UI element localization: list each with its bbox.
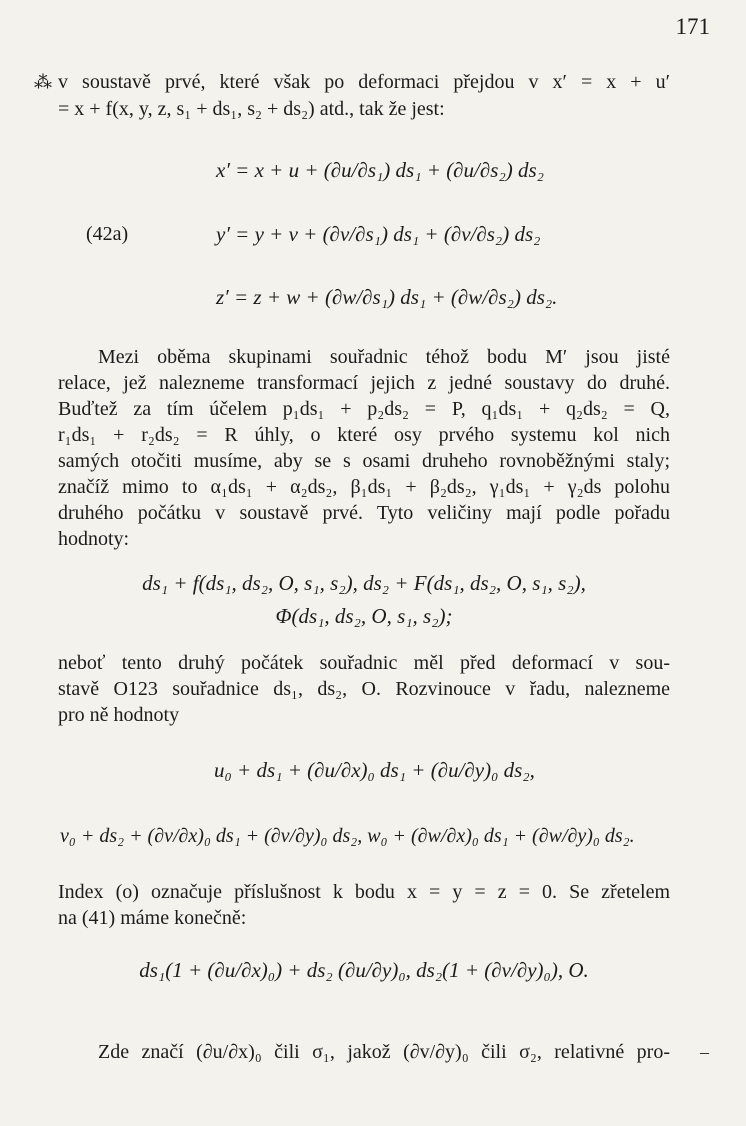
paragraph-line: Mezi oběma skupinami souřadnic téhož bodu M′ jsou jisté [98, 346, 670, 368]
equation-z: z′ = z + w + (∂w/∂s₁) ds₁ + (∂w/∂s₂) ds₂. [216, 285, 558, 309]
page-number: 171 [675, 14, 710, 39]
paragraph-line: hodnoty: [58, 528, 130, 550]
values-equation-1: ds₁ + f(ds₁, ds₂, O, s₁, s₂), ds₂ + F(ds₁, ds₂, O, s₁, s₂), [142, 571, 586, 595]
text-line: v soustavě prvé, které však po deformaci přejdou v x′ = x + u′ [58, 71, 670, 93]
equation-label: (42a) [86, 223, 129, 245]
paragraph-line: Buďtež za tím účelem p₁ds₁ + p₂ds₂ = P, q₁ds₁ + q₂ds₂ = Q, [58, 398, 670, 420]
paragraph-line: r₁ds₁ + r₂ds₂ = R úhly, o které osy prvého systemu kol nich [58, 424, 670, 446]
values-equation-2: Φ(ds₁, ds₂, O, s₁, s₂); [275, 604, 453, 628]
equation-y: y′ = y + v + (∂v/∂s₁) ds₁ + (∂v/∂s₂) ds₂ [216, 222, 541, 246]
final-equation: ds₁(1 + (∂u/∂x)₀) + ds₂ (∂u/∂y)₀, ds₂(1 + (∂v/∂y)₀), O. [139, 958, 589, 982]
paragraph-line: samých otočiti musíme, aby se s osami druheho rovnoběžnými staly; [58, 450, 670, 472]
hyphen-mark: – [700, 1042, 709, 1062]
paragraph-line: druhého počátku v soustavě prvé. Tyto veličiny mají podle pořadu [58, 502, 670, 524]
paragraph-line: stavě O123 souřadnice ds₁, ds₂, O. Rozvinouce v řadu, nalezneme [58, 678, 670, 700]
equation-x: x′ = x + u + (∂u/∂s₁) ds₁ + (∂u/∂s₂) ds₂ [216, 158, 544, 182]
series-equation-1: u₀ + ds₁ + (∂u/∂x)₀ ds₁ + (∂u/∂y)₀ ds₂, [214, 758, 535, 782]
series-equation-2: v₀ + ds₂ + (∂v/∂x)₀ ds₁ + (∂v/∂y)₀ ds₂, w₀ + (∂w/∂x)₀ ds₁ + (∂w/∂y)₀ ds₂. [60, 825, 635, 847]
text-line: = x + f(x, y, z, s₁ + ds₁, s₂ + ds₂) atd., tak že jest: [58, 98, 445, 120]
paragraph-line: pro ně hodnoty [58, 704, 180, 726]
paragraph-line: značíž mimo to α₁ds₁ + α₂ds₂, β₁ds₁ + β₂ds₂, γ₁ds₁ + γ₂ds polohu [58, 476, 670, 498]
paragraph-line: neboť tento druhý počátek souřadnic měl před deformací v sou- [58, 652, 670, 674]
paragraph-line: na (41) máme konečně: [58, 907, 247, 929]
paragraph-line: relace, jež nalezneme transformací jejich z jedné soustavy do druhé. [58, 372, 670, 394]
footnote-marker: ⁂ [34, 72, 52, 92]
paragraph-line: Index (o) označuje příslušnost k bodu x = y = z = 0. Se zřetelem [58, 881, 670, 903]
last-line: Zde značí (∂u/∂x)₀ čili σ₁, jakož (∂v/∂y)₀ čili σ₂, relativné pro- [98, 1041, 670, 1063]
